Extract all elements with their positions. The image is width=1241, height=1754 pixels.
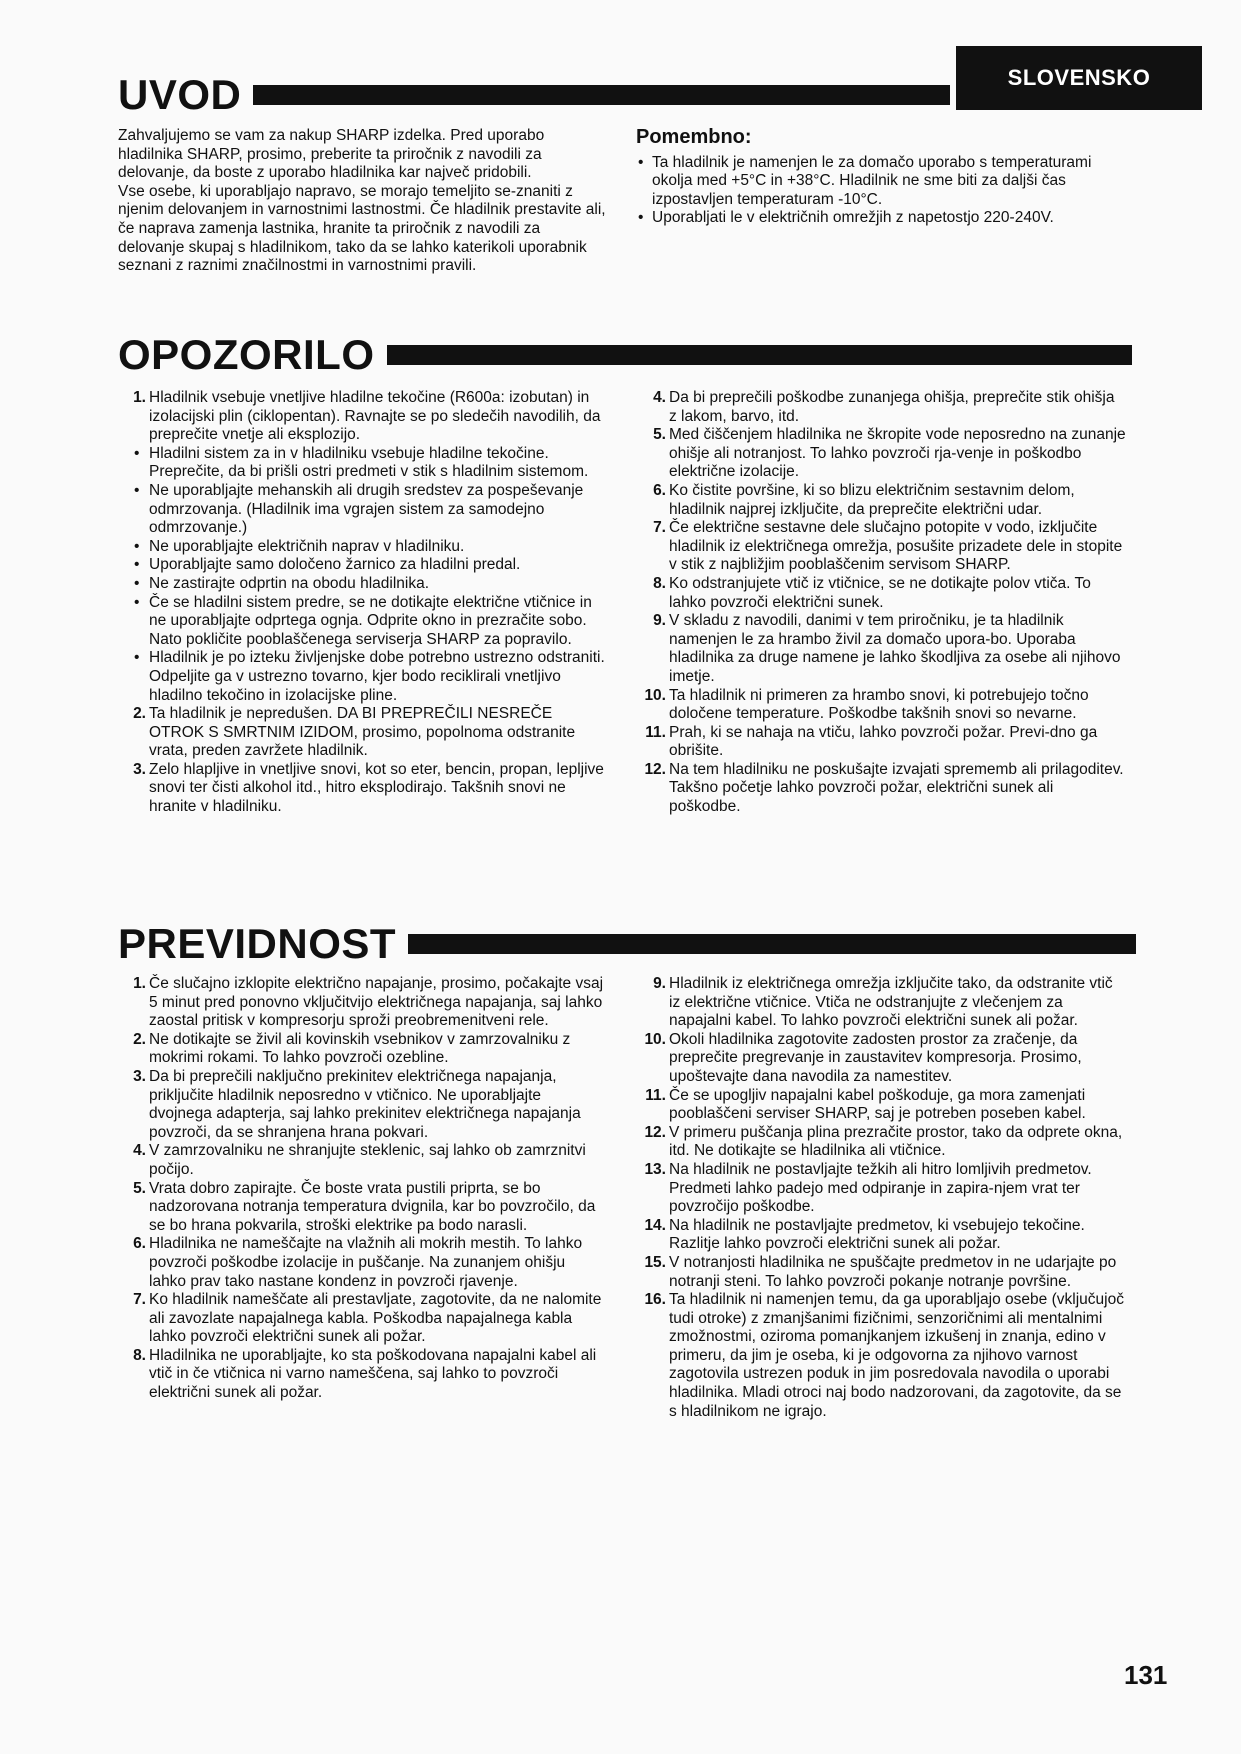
list-item: • Hladilnik je po izteku življenjske dobe potrebno ustrezno odstraniti. Odpeljite ga v ustrezno tovarno, kjer bodo reciklirali vnetljivo hladilno tekočino in izolacijske pline. (116, 649, 606, 705)
section-title-previdnost: PREVIDNOST (118, 920, 397, 967)
section-title-uvod: UVOD (118, 71, 242, 118)
list-item: • Če se hladilni sistem predre, se ne dotikajte električne vtičnice in ne uporabljajte odprtega ognja. Odprite okno in prezračite sobo. Nato pokličite pooblaščenega serviserja SHARP za popravilo. (116, 594, 606, 650)
important-title: Pomembno: (636, 126, 752, 148)
section-rule (387, 345, 1132, 365)
list-item: 1. Hladilnik vsebuje vnetljive hladilne tekočine (R600a: izobutan) in izolacijski plin (ciklopentan). Ravnajte se po sledečih navodilih, da preprečite vnetje ali eksplozijo. (133, 389, 601, 444)
list-item: 5. Vrata dobro zapirajte. Če boste vrata pustili priprta, se bo nadzorovana notranja temperatura dvignila, kar bo povzročilo, da se bo hrana pokvarila, stroški elektrike pa bodo narasli. (133, 1179, 596, 1234)
language-tab: SLOVENSKO (956, 46, 1202, 110)
list-item: 8. Ko odstranjujete vtič iz vtičnice, se ne dotikajte polov vtiča. To lahko povzroči električni sunek. (653, 574, 1091, 611)
list-item: 12. Na tem hladilniku ne poskušajte izvajati sprememb ali prilagoditev. Takšno početje lahko povzroči požar, električni sunek ali poškodbe. (644, 760, 1124, 816)
section-title-opozorilo: OPOZORILO (118, 331, 375, 378)
opozorilo-left-column (116, 389, 606, 817)
uvod-paragraph-1: Zahvaljujemo se vam za nakup SHARP izdelka. Pred uporabo hladilnika SHARP, prosimo, preberite ta priročnik z navodili za delovanje, da boste z uporabo hladilnika kar največ pridobili. (118, 127, 545, 182)
list-item: 9. Hladilnik iz električnega omrežja izključite tako, da odstranite vtič iz električne vtičnice. Vtiča ne odstranjujte z vlečenjem za napajalni kabel. To lahko povzroči električni sunek ali požar. (653, 975, 1113, 1030)
list-item: 10. Ta hladilnik ni primeren za hrambo snovi, ki potrebujejo točno določene temperature. Poškodbe takšnih snovi so nevarne. (644, 686, 1089, 723)
list-item: 3. Zelo hlapljive in vnetljive snovi, kot so eter, bencin, propan, lepljive snovi ter čisti alkohol itd., hitro eksplodirajo. Takšnih snovi ne hranite v hladilniku. (133, 760, 604, 816)
important-box (636, 128, 1118, 228)
list-item: 12. V primeru puščanja plina prezračite prostor, tako da odprete okna, itd. Ne dotikajte se hladilnika ali vtičnice. (644, 1123, 1123, 1160)
list-item: • Ne uporabljajte električnih naprav v hladilniku. (116, 538, 606, 557)
list-item: 7. Ko hladilnik nameščate ali prestavljate, zagotovite, da ne nalomite ali zavozlate napajalnega kabla. Poškodba napajalnega kabla lahko povzroči električni sunek ali požar. (133, 1291, 602, 1346)
list-item: • Ne uporabljajte mehanskih ali drugih sredstev za pospeševanje odmrzovanja. (Hladilnik ima vgrajen sistem za samodejno odmrzovanje.) (116, 482, 606, 538)
list-item: 11. Če se upogljiv napajalni kabel poškoduje, ga mora zamenjati pooblaščeni serviser SHARP, saj je potreben poseben kabel. (645, 1086, 1086, 1123)
uvod-intro (118, 127, 606, 276)
list-item: • Hladilni sistem za in v hladilniku vsebuje hladilne tekočine. Preprečite, da bi prišli ostri predmeti v stik s hladilnim sistemom. (116, 445, 606, 482)
page-number: 131 (1124, 1660, 1168, 1690)
list-item: • Ta hladilnik je namenjen le za domačo uporabo s temperaturami okolja med +5°C in +38°C. Hladilnik ne sme biti za daljši čas izpostavljen temperaturam -10°C. (636, 154, 1118, 210)
section-previdnost-header (118, 920, 1136, 967)
list-item: 3. Da bi preprečili naključno prekinitev električnega napajanja, priključite hladilnik neposredno v vtičnico. Ne uporabljajte dvojnega adapterja, saj lahko prekinitev električnega napajanja povzroči, da se shranjena hrana pokvari. (133, 1067, 581, 1141)
list-item: 13. Na hladilnik ne postavljajte težkih ali hitro lomljivih predmetov. Predmeti lahko padejo med odpiranje in zapira-njem vrat ter povzročijo poškodbe. (644, 1160, 1092, 1216)
list-item: 10. Okoli hladilnika zagotovite zadosten prostor za zračenje, da preprečite pregrevanje in zaustavitev kompresorja. Prosimo, upoštevajte dana navodila za namestitev. (644, 1030, 1082, 1085)
important-list (636, 154, 1118, 228)
list-item: 6. Hladilnika ne nameščajte na vlažnih ali mokrih mestih. To lahko povzroči poškodbe izolacije in puščanje. Na zunanjem ohišju lahko prav tako nastane kondenz in povzroči rjavenje. (133, 1235, 583, 1290)
section-uvod-header (118, 71, 950, 118)
uvod-paragraph-2: Vse osebe, ki uporabljajo napravo, se morajo temeljito se-znaniti z njenim delovanjem in varnostnimi lastnostmi. Če hladilnik prestavite ali, če naprava zamenja lastnika, hranite ta priročnik z navodili za delovanje skupaj s hladilnikom, tako da se lahko katerikoli uporabnik seznani z raznimi značilnostmi in varnostnimi pravili. (118, 182, 606, 275)
list-item: • Ne zastirajte odprtin na obodu hladilnika. (116, 575, 606, 594)
list-item: 5. Med čiščenjem hladilnika ne škropite vode neposredno na zunanje ohišje ali notranjost. To lahko povzroči rja-venje in poškodbo električne izolacije. (653, 426, 1126, 481)
list-item: 2. Ta hladilnik je nepredušen. DA BI PREPREČILI NESREČE OTROK S SMRTNIM IZIDOM, prosimo, popolnoma odstranite vrata, preden zavržete hladilnik. (133, 705, 576, 760)
list-item: 2. Ne dotikajte se živil ali kovinskih vsebnikov v zamrzovalniku z mokrimi rokami. To lahko povzroči ozebline. (133, 1030, 571, 1067)
list-item: 1. Če slučajno izklopite električno napajanje, prosimo, počakajte vsaj 5 minut pred ponovno vključitvijo električnega napajanja, saj lahko zaostal pritisk v kompresorju sproži preobremenitveni rele. (133, 975, 604, 1030)
previdnost-left-column (116, 975, 606, 1403)
section-rule (253, 85, 950, 105)
section-opozorilo-header (118, 331, 1132, 378)
list-item: 16. Ta hladilnik ni namenjen temu, da ga uporabljajo osebe (vključujoč tudi otroke) z zmanjšanimi fizičnimi, senzoričnimi ali mentalnimi zmožnostmi, oziroma pomanjkanjem izkušenj in znanja, edino v primeru, da jim je oseba, ki je odgovorna za njihovo varnost zagotovila ustrezen poduk in jim posredovala navodila o uporabi hladilnika. Mladi otroci naj bodo nadzorovani, da zagotovite, da se s hladilnikom ne igrajo. (644, 1291, 1124, 1420)
list-item: 15. V notranjosti hladilnika ne spuščajte predmetov in ne udarjajte po notranji steni. To lahko povzroči pokanje notranje površine. (644, 1253, 1117, 1290)
list-item: • Uporabljati le v električnih omrežjih z napetostjo 220-240V. (636, 209, 1118, 228)
list-item: 4. Da bi preprečili poškodbe zunanjega ohišja, preprečite stik ohišja z lakom, barvo, itd. (653, 389, 1115, 425)
list-item: 8. Hladilnika ne uporabljajte, ko sta poškodovana napajalni kabel ali vtič in če vtičnica ni varno nameščena, saj lahko to povzroči električni sunek ali požar. (133, 1346, 597, 1402)
section-rule (408, 934, 1136, 954)
list-item: 6. Ko čistite površine, ki so blizu električnim sestavnim delom, hladilnik najprej izključite, da preprečite električni udar. (653, 481, 1075, 518)
list-item: • Uporabljajte samo določeno žarnico za hladilni predal. (116, 556, 606, 575)
opozorilo-right-column (636, 389, 1126, 817)
list-item: 7. Če električne sestavne dele slučajno potopite v vodo, izključite hladilnik iz električnega omrežja, posušite prizadete dele in stopite v stik z najbližjim pooblaščenim servisom SHARP. (653, 519, 1123, 574)
list-item: 14. Na hladilnik ne postavljajte predmetov, ki vsebujejo tekočine. Razlitje lahko povzroči električni sunek ali požar. (644, 1216, 1085, 1253)
list-item: 11. Prah, ki se nahaja na vtiču, lahko povzroči požar. Previ-dno ga obrišite. (645, 723, 1098, 760)
list-item: 4. V zamrzovalniku ne shranjujte steklenic, saj lahko ob zamrznitvi počijo. (133, 1142, 586, 1178)
previdnost-right-column (636, 975, 1126, 1421)
list-item: 9. V skladu z navodili, danimi v tem priročniku, je ta hladilnik namenjen le za hrambo živil za domačo upora-bo. Uporaba hladilnika za druge namene je lahko škodljiva za osebe ali njihovo imetje. (653, 612, 1121, 685)
